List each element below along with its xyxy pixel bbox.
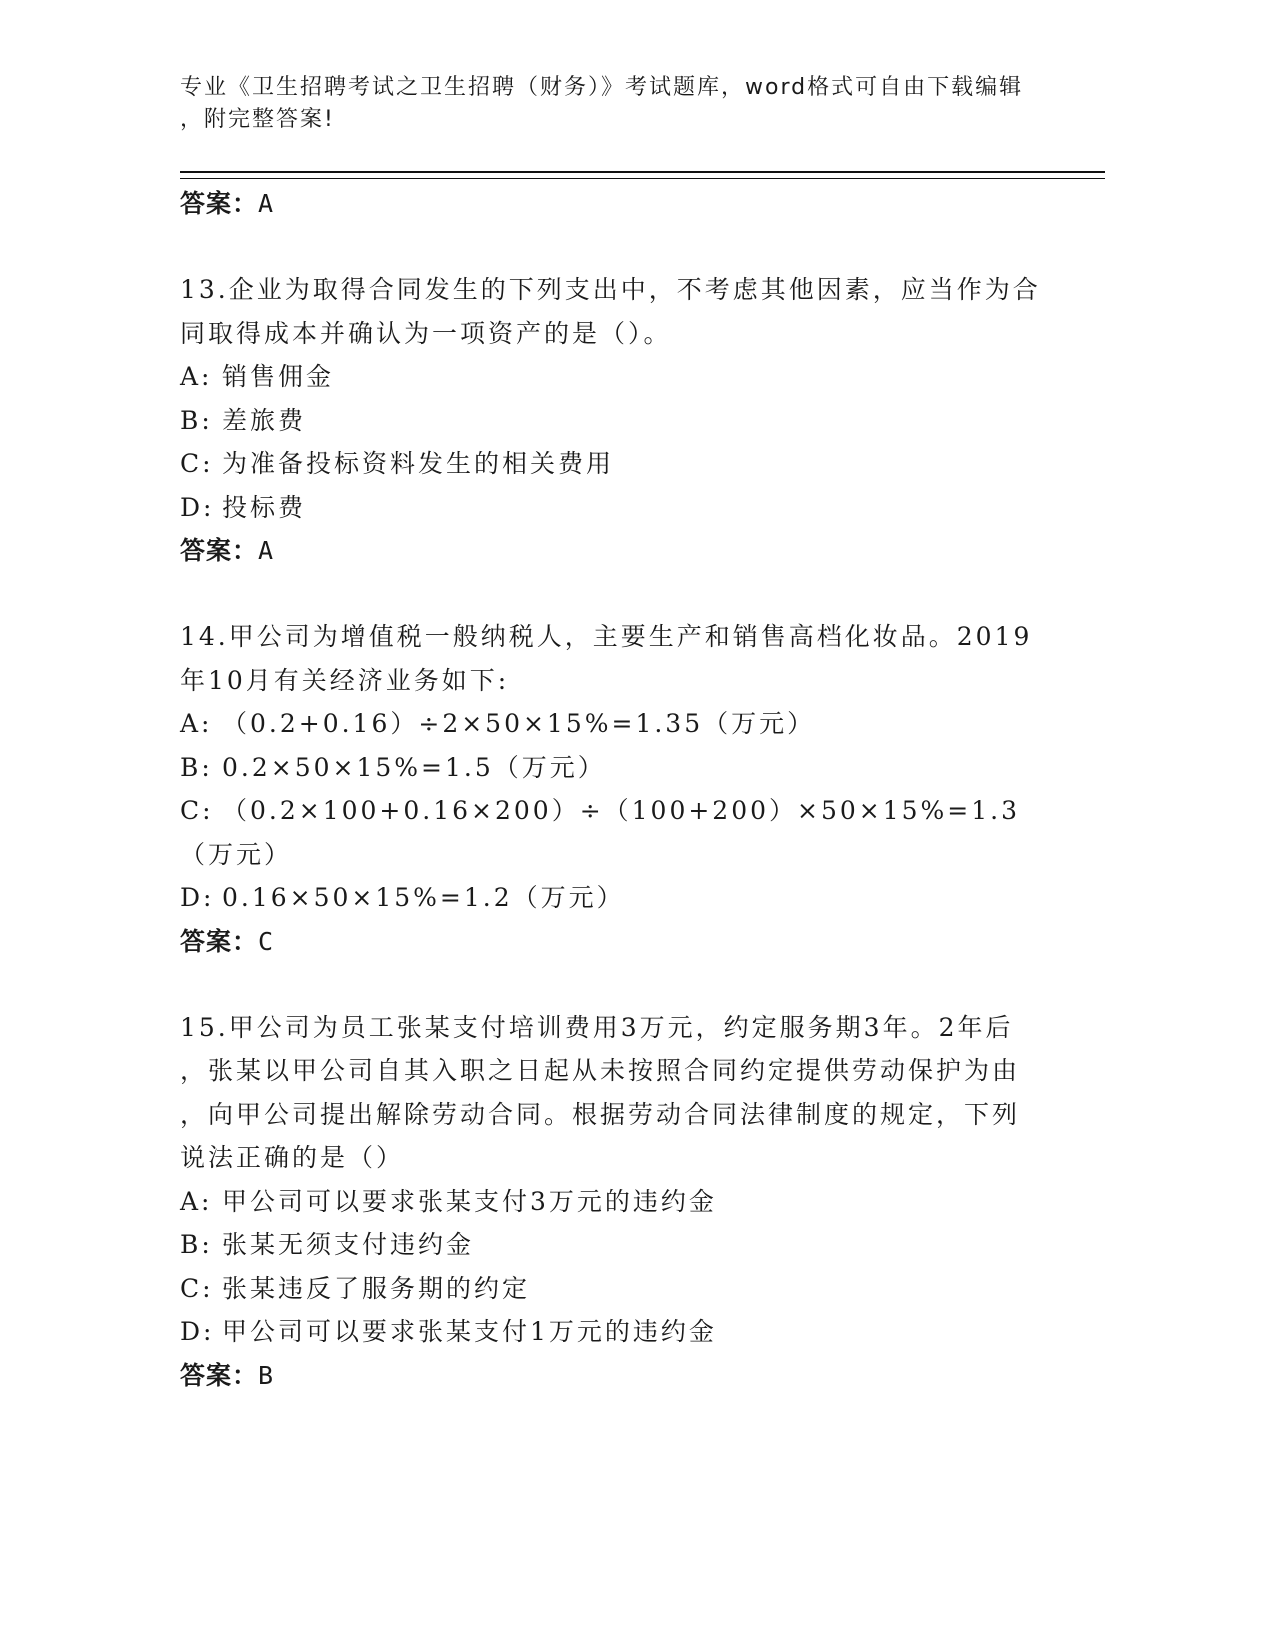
option-text: 甲公司可以要求张某支付3万元的违约金 [222,1186,717,1216]
question-stem-line: ，张某以甲公司自其入职之日起从未按照合同约定提供劳动保护为由 [180,1056,1021,1085]
option-text: 0.16×50×15%=1.2（万元） [222,883,625,912]
question-stem-line: ，向甲公司提出解除劳动合同。根据劳动合同法律制度的规定，下列 [180,1099,1021,1129]
option-text: 0.2×50×15%=1.5（万元） [222,752,606,782]
option-c [180,1267,1060,1311]
answer-line [180,1354,1060,1397]
option-text: 差旅费 [222,405,307,435]
option-letter: B: [180,405,213,435]
header-line-1: 专业《卫生招聘考试之卫生招聘（财务）》考试题库，word格式可自由下载编辑 [180,75,1024,100]
option-a [180,355,1060,399]
document-body [180,182,1060,1397]
answer-value: C [258,926,275,956]
option-c [180,789,1060,876]
option-b [180,1223,1060,1267]
option-letter: D: [180,1317,215,1346]
answer-value: A [258,189,275,218]
option-text: 张某违反了服务期的约定 [222,1273,531,1303]
option-b [180,399,1060,443]
option-text: （0.2+0.16）÷2×50×15%=1.35（万元） [222,709,816,738]
option-letter: A: [180,362,213,391]
question-stem-line: 14.甲公司为增值税一般纳税人，主要生产和销售高档化妆品。2019 [180,622,1033,651]
question-14 [180,615,1060,963]
option-d [180,486,1060,530]
answer-line [180,529,1060,572]
question-stem-line: 年10月有关经济业务如下: [180,665,510,695]
option-text: 张某无须支付违约金 [222,1230,475,1259]
option-b [180,746,1060,790]
option-text: 投标费 [222,492,307,522]
option-letter: D: [180,883,215,912]
option-a [180,1180,1060,1224]
option-letter: C: [180,449,214,478]
answer-value: A [258,536,275,565]
answer-label: 答案： [180,189,259,218]
answer-line [180,920,1060,963]
option-letter: B: [180,1230,213,1259]
option-d [180,1310,1060,1354]
option-letter: C: [180,1273,214,1303]
option-text: 销售佣金 [222,362,335,391]
question-15 [180,1006,1060,1397]
option-d [180,876,1060,920]
question-stem-line: 同取得成本并确认为一项资产的是（）。 [180,318,672,348]
question-stem-line: 15.甲公司为员工张某支付培训费用3万元，约定服务期3年。2年后 [180,1012,1014,1042]
answer-label: 答案： [180,926,259,956]
option-letter: A: [180,709,213,738]
option-c [180,442,1060,486]
answer-line [180,182,1060,225]
page-header [180,72,1040,136]
question-stem-line: 13.企业为取得合同发生的下列支出中，不考虑其他因素，应当作为合 [180,275,1041,304]
header-line-2: ，附完整答案! [180,107,335,132]
answer-value: B [258,1360,275,1390]
answer-label: 答案： [180,536,259,565]
option-text: 甲公司可以要求张某支付1万元的违约金 [222,1317,717,1346]
option-letter: D: [180,492,215,522]
option-letter: C: [180,796,214,825]
option-text: 为准备投标资料发生的相关费用 [222,449,615,478]
header-divider [180,171,1105,179]
option-text: （0.2×100+0.16×200）÷（100+200）×50×15%=1.3（万元） [180,796,1021,869]
option-a [180,702,1060,746]
answer-label: 答案： [180,1360,259,1390]
option-letter: B: [180,752,213,782]
question-stem-line: 说法正确的是（） [180,1143,405,1172]
question-13 [180,268,1060,572]
option-letter: A: [180,1186,213,1216]
